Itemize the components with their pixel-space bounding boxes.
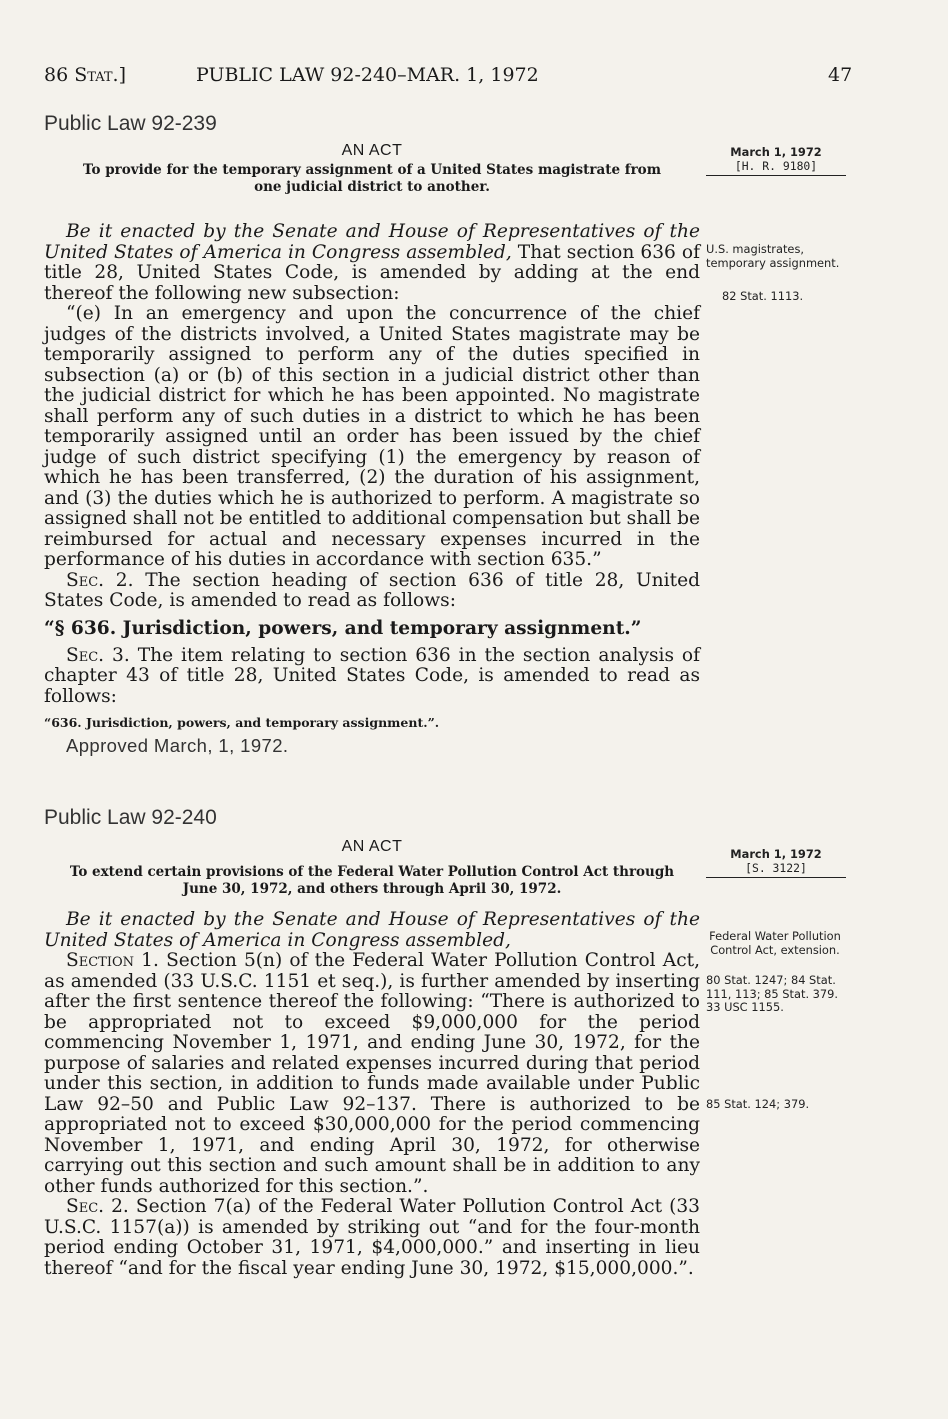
margin-bill: [H. R. 9180] [734, 158, 818, 173]
enacting-clause: Be it enacted by the Senate and House of Representatives of the United States of America in Congress assembled, [44, 221, 700, 263]
margin-bill: [S. 3122] [745, 860, 807, 875]
bracket: ] [118, 64, 127, 86]
enacting-paragraph [44, 222, 700, 304]
act-description [44, 864, 700, 898]
margin-date-block [706, 848, 846, 878]
section1-text: That section 636 of title 28, United States Code, is amended by adding at the end thereof the following new subsection: [44, 241, 700, 304]
enacting-clause: Be it enacted by the Senate and House of Representatives of the United States of America in Congress assembled, [44, 909, 700, 951]
approval-line: Approved March, 1, 1972. [66, 735, 289, 756]
section-3-paragraph [44, 646, 700, 708]
margin-note: Federal Water Pollution Control Act, extension. [709, 929, 841, 957]
section-2-text: The section heading of section 636 of title 28, United States Code, is amended to read as follows: [44, 569, 700, 611]
section-3-text: The item relating to section 636 in the section analysis of chapter 43 of title 28, United States Code, is amended to read as follows: [44, 644, 700, 707]
stat-label: Stat. [74, 64, 119, 86]
description-line: June 30, 1972, and others through April 30, 1972. [182, 881, 562, 897]
margin-citation: 82 Stat. 1113. [722, 289, 804, 303]
law2-body [44, 910, 700, 1279]
description-line: one judicial district to another. [254, 179, 490, 195]
section-label: Sec. 2. [66, 569, 134, 591]
law1-body [44, 222, 700, 757]
section-1-text: Section 5(n) of the Federal Water Pollution Control Act, as amended (33 U.S.C. 1151 et seq.), is further amended by inserting after the first sentence thereof the following: “There is authorized to be appropriated not to exceed $9,000,000 for the period commencing November 1, 1971, and ending June 30, 1972, for the purpose of salaries and related expenses incurred during that period under this section, in addition to funds made available under Public Law 92–50 and Public Law 92–137. There is authorized to be appropriated not to exceed $30,000,000 for the period commencing November 1, 1971, and ending April 30, 1972, for otherwise carrying out this section and such amount shall be in addition to any other funds authorized for this section.”. [44, 950, 700, 1197]
margin-note: U.S. magistrates, temporary assignment. [706, 242, 840, 270]
page-number: 47 [828, 64, 853, 86]
section-2-text: Section 7(a) of the Federal Water Pollution Control Act (33 U.S.C. 1157(a)) is amended by striking out “and for the four-month period ending October 31, 1971, $4,000,000.” and inserting in lieu thereof “and for the fiscal year ending June 30, 1972, $15,000,000.”. [44, 1196, 700, 1279]
margin-rule [706, 175, 846, 176]
law-title: Public Law 92-239 [44, 112, 217, 135]
margin-citation: 85 Stat. 124; 379. [706, 1097, 810, 1111]
volume-number: 86 [44, 64, 69, 86]
margin-citation: 80 Stat. 1247; 84 Stat. 111, 113; 85 Stat. 379. 33 USC 1155. [706, 973, 839, 1014]
law-title: Public Law 92-240 [44, 806, 217, 829]
margin-rule [706, 877, 846, 878]
description-line: To provide for the temporary assignment of a United States magistrate from [83, 162, 661, 178]
running-head-title: PUBLIC LAW 92-240–MAR. 1, 1972 [196, 64, 539, 86]
subsection-e: “(e) In an emergency and upon the concurrence of the chief judges of the districts involved, a United States magistrate may be temporarily assigned to perform any of the duties specified in subsection (a) or (b) of this section in a judicial district other than the judicial district for which he has been appointed. No magistrate shall perform any of such duties in a district to which he has been temporarily assigned until an order has been issued by the chief judge of such district specifying (1) the emergency by reason of which he has been transferred, (2) the duration of his assignment, and (3) the duties which he is authorized to perform. A magistrate so assigned shall not be entitled to additional compensation but shall be reimbursed for actual and necessary expenses incurred in the performance of his duties in accordance with section 635.” [44, 303, 700, 570]
margin-date: March 1, 1972 [730, 847, 822, 861]
analysis-item: “636. Jurisdiction, powers, and temporary assignment.”. [44, 715, 440, 730]
margin-date-block [706, 146, 846, 176]
section-1-paragraph [44, 951, 700, 1197]
section-heading-quote: “§ 636. Jurisdiction, powers, and temporary assignment.” [44, 617, 642, 639]
section-label: Sec. 3. [66, 644, 130, 666]
act-description [44, 162, 700, 196]
margin-date: March 1, 1972 [730, 145, 822, 159]
section-label: Section 1. [66, 950, 159, 971]
section-2-paragraph [44, 571, 700, 612]
an-act-heading: AN ACT [341, 142, 403, 159]
section-2-paragraph [44, 1197, 700, 1279]
an-act-heading: AN ACT [341, 838, 403, 855]
running-head-citation [44, 64, 126, 86]
description-line: To extend certain provisions of the Federal Water Pollution Control Act through [69, 864, 675, 880]
section-label: Sec. 2. [66, 1196, 129, 1217]
